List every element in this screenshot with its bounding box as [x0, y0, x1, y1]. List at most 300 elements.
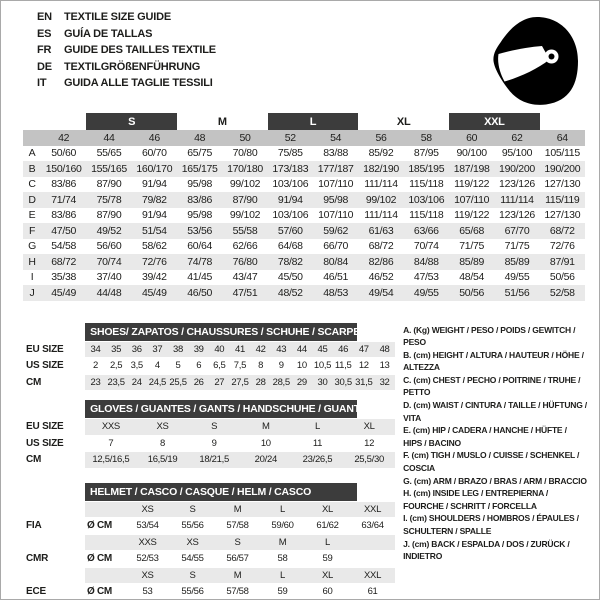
spacer-cell	[85, 567, 125, 584]
measurement-cell: 67/70	[494, 223, 539, 239]
size-number: 46	[132, 130, 177, 146]
measurement-cell: 103/106	[404, 192, 449, 208]
value-cell: 30	[312, 374, 333, 391]
row-label: US SIZE	[23, 358, 85, 375]
measurement-cell: 91/94	[141, 209, 167, 222]
value-cell: 46	[333, 341, 354, 358]
standard-label: CMR	[23, 551, 85, 568]
measurement-cell: 87/95	[413, 147, 439, 160]
legend-item: G. (cm) ARM / BRAZO / BRAS / ARM / BRACCIO	[403, 475, 587, 486]
value-cell: 38	[168, 341, 189, 358]
measurement-legend	[403, 323, 587, 563]
value-cell: 59/60	[260, 518, 305, 535]
value-cell: 35	[106, 341, 127, 358]
measurement-row	[23, 254, 585, 270]
spacer-cell	[540, 113, 585, 130]
measurement-row	[23, 223, 585, 239]
value-cell: 44	[292, 341, 313, 358]
value-cell: 23,5	[106, 374, 127, 391]
measurement-cell: 85/89	[494, 254, 539, 270]
measurement-cell: 68/72	[368, 240, 394, 253]
legend-item: J. (cm) BACK / ESPALDA / DOS / ZURÜCK / INDIETRO	[403, 538, 570, 562]
shoes-table	[23, 323, 395, 392]
measurement-cell: 70/74	[413, 240, 439, 253]
value-cell: 56/57	[215, 551, 260, 568]
spacer-cell	[23, 323, 85, 342]
size-group-label: XXL	[449, 113, 540, 130]
measurement-cell: 83/86	[51, 209, 77, 222]
measurement-cell: 74/78	[177, 254, 222, 270]
value-cell: 57/58	[215, 518, 260, 535]
textile-size-table	[23, 113, 585, 301]
value-cell: 12	[343, 435, 395, 452]
value-cell: L	[292, 419, 344, 436]
value-cell: XS	[137, 419, 189, 436]
language-title: TEXTILE SIZE GUIDE	[64, 11, 172, 23]
measurement-cell: 46/50	[177, 285, 222, 301]
value-cell: 61	[350, 584, 395, 601]
measurement-cell: 51/56	[494, 285, 539, 301]
value-cell: 6	[188, 358, 209, 375]
value-cell: XXS	[85, 419, 137, 436]
value-cell: 18/21,5	[188, 452, 240, 469]
measurement-cell: 39/42	[141, 271, 167, 284]
measurement-cell: 61/63	[358, 223, 403, 239]
size-number: 58	[404, 130, 449, 146]
measurement-cell: 99/102	[229, 209, 261, 222]
measurement-cell: 48/52	[268, 285, 313, 301]
measurement-cell: 115/119	[540, 192, 585, 208]
measurement-cell: 60/70	[141, 147, 167, 160]
measurement-cell: 60/64	[187, 240, 213, 253]
measurement-cell: 115/118	[409, 209, 444, 222]
value-cell: 7,5	[230, 358, 251, 375]
value-cell: 43	[271, 341, 292, 358]
measurement-cell: 82/86	[358, 254, 403, 270]
value-cell	[350, 551, 395, 568]
table-title-cell	[85, 483, 395, 502]
shoes-row	[23, 341, 395, 358]
size-group-row	[23, 113, 585, 130]
gloves-table	[23, 400, 395, 469]
measurement-cell: 70/74	[86, 254, 131, 270]
measurement-cell: 170/180	[222, 161, 267, 177]
size-number: 54	[313, 130, 358, 146]
measurement-cell: 83/88	[323, 147, 349, 160]
measurement-cell: 107/110	[318, 209, 354, 222]
measurement-cell: 56/60	[96, 240, 122, 253]
value-cell: 13	[374, 358, 395, 375]
row-label: CM	[23, 452, 85, 469]
measurement-cell: 95/100	[501, 147, 533, 160]
measurement-cell: 119/122	[454, 178, 490, 191]
measurement-cell: 85/89	[449, 254, 494, 270]
measurement-cell: 115/118	[409, 178, 444, 191]
shoes-row	[23, 374, 395, 391]
value-cell: 6,5	[209, 358, 230, 375]
table-header-row	[23, 483, 395, 502]
measurement-cell: 71/75	[504, 240, 530, 253]
measurement-cell: 41/45	[187, 271, 213, 284]
row-label: I	[30, 271, 34, 284]
legend-item: H. (cm) INSIDE LEG / ENTREPIERNA / FOURCHE / SCHRITT / FORCELLA	[403, 488, 549, 511]
helmet-size-label: XS	[125, 567, 170, 584]
language-title: GUIDA ALLE TAGLIE TESSILI	[64, 77, 213, 89]
measurement-row	[23, 270, 585, 286]
value-cell: 28,5	[271, 374, 292, 391]
standard-label: FIA	[23, 518, 85, 535]
measurement-row	[23, 146, 585, 162]
helmet-size-label: L	[305, 534, 350, 551]
helmet-value-row	[23, 518, 395, 535]
value-cell: 29	[292, 374, 313, 391]
helmet-size-label: XXS	[125, 534, 170, 551]
value-cell: 32	[374, 374, 395, 391]
gloves-row	[23, 435, 395, 452]
value-cell: 55/56	[170, 518, 215, 535]
table-title-cell	[85, 323, 395, 342]
measurement-cell: 46/52	[368, 271, 394, 284]
measurement-cell: 190/200	[494, 161, 539, 177]
measurement-cell: 57/60	[268, 223, 313, 239]
measurement-cell: 78/82	[268, 254, 313, 270]
measurement-row	[23, 239, 585, 255]
measurement-cell: 91/94	[141, 178, 167, 191]
measurement-cell: 51/54	[132, 223, 177, 239]
measurement-cell: 182/190	[358, 161, 403, 177]
measurement-cell: 83/86	[177, 192, 222, 208]
value-cell: 40	[209, 341, 230, 358]
measurement-cell: 45/50	[277, 271, 303, 284]
unit-label: Ø CM	[85, 584, 125, 601]
measurement-cell: 87/91	[540, 254, 585, 270]
helmet-table	[23, 483, 395, 601]
accessory-tables	[23, 323, 395, 601]
value-cell: 28	[250, 374, 271, 391]
measurement-row	[23, 177, 585, 193]
measurement-cell: 68/72	[540, 223, 585, 239]
measurement-cell: 119/122	[454, 209, 490, 222]
measurement-cell: 187/198	[449, 161, 494, 177]
row-label: A	[28, 147, 36, 160]
helmet-size-label: S	[170, 567, 215, 584]
value-cell: 42	[250, 341, 271, 358]
measurement-cell: 50/56	[449, 285, 494, 301]
measurement-cell: 72/76	[132, 254, 177, 270]
helmet-size-row	[23, 534, 395, 551]
measurement-cell: 155/165	[86, 161, 131, 177]
measurement-cell: 50/60	[51, 147, 77, 160]
gloves-row	[23, 452, 395, 469]
value-cell: 26	[188, 374, 209, 391]
measurement-cell: 87/90	[96, 209, 122, 222]
language-row	[37, 75, 216, 92]
measurement-cell: 63/66	[404, 223, 449, 239]
shoes-row	[23, 358, 395, 375]
spacer-cell	[23, 130, 41, 146]
measurement-cell: 65/75	[187, 147, 213, 160]
language-code: FR	[37, 44, 52, 56]
value-cell: 23/26,5	[292, 452, 344, 469]
value-cell: 5	[168, 358, 189, 375]
value-cell: 53	[125, 584, 170, 601]
legend-item: D. (cm) WAIST / CINTURA / TAILLE / HÜFTUNG / VITA	[403, 400, 587, 423]
size-number: 50	[222, 130, 267, 146]
value-cell: 16,5/19	[137, 452, 189, 469]
value-cell: 59	[305, 551, 350, 568]
value-cell: M	[240, 419, 292, 436]
value-cell: 47	[353, 341, 374, 358]
value-cell: 31,5	[353, 374, 374, 391]
measurement-cell: 37/40	[96, 271, 122, 284]
spacer-cell	[23, 501, 85, 518]
value-cell: 24,5	[147, 374, 168, 391]
helmet-size-label: L	[260, 501, 305, 518]
measurement-cell: 54/58	[51, 240, 77, 253]
measurement-cell: 84/88	[404, 254, 449, 270]
spacer-cell	[23, 534, 85, 551]
value-cell: 11,5	[333, 358, 354, 375]
language-row	[37, 26, 216, 43]
legend-item: F. (cm) TIGH / MUSLO / CUISSE / SCHENKEL / COSCIA	[403, 450, 580, 474]
measurement-cell: 45/49	[132, 285, 177, 301]
language-code: ES	[37, 27, 52, 40]
helmet-size-label: S	[170, 501, 215, 518]
language-code: EN	[37, 11, 52, 23]
measurement-cell: 160/170	[132, 161, 177, 177]
language-title: GUIDE DES TAILLES TEXTILE	[64, 44, 216, 56]
measurement-cell: 190/200	[540, 161, 585, 177]
value-cell: 3,5	[126, 358, 147, 375]
spacer-cell	[23, 567, 85, 584]
value-cell: S	[188, 419, 240, 436]
value-cell: 39	[188, 341, 209, 358]
measurement-cell: 95/98	[313, 192, 358, 208]
measurement-cell: 72/76	[549, 240, 575, 253]
measurement-cell: 123/126	[499, 209, 535, 222]
value-cell: 52/53	[125, 551, 170, 568]
helmet-size-label	[350, 534, 395, 551]
value-cell: 30,5	[333, 374, 354, 391]
measurement-cell: 99/102	[358, 192, 403, 208]
unit-label: Ø CM	[85, 518, 125, 535]
measurement-cell: 185/195	[404, 161, 449, 177]
table-header-row	[23, 323, 395, 342]
measurement-cell: 95/98	[187, 178, 213, 191]
measurement-cell: 79/82	[132, 192, 177, 208]
value-cell: 10	[240, 435, 292, 452]
language-title: TEXTILGRÖßENFÜHRUNG	[64, 60, 201, 73]
helmet-size-label: M	[215, 501, 260, 518]
row-label: G	[28, 240, 36, 253]
measurement-cell: 150/160	[41, 161, 86, 177]
measurement-cell: 75/85	[277, 147, 303, 160]
value-cell: 45	[312, 341, 333, 358]
measurement-row	[23, 285, 585, 301]
helmet-size-label: S	[215, 534, 260, 551]
row-label: H	[23, 254, 41, 270]
measurement-cell: 111/114	[494, 192, 539, 208]
helmet-size-label: XXL	[350, 501, 395, 518]
value-cell: 8	[137, 435, 189, 452]
value-cell: 54/55	[170, 551, 215, 568]
value-cell: 23	[85, 374, 106, 391]
value-cell: 48	[374, 341, 395, 358]
size-number: 60	[449, 130, 494, 146]
size-group-label: M	[217, 115, 227, 128]
measurement-cell: 64/68	[277, 240, 303, 253]
spacer-cell	[85, 501, 125, 518]
measurement-cell: 177/187	[313, 161, 358, 177]
value-cell: 10	[292, 358, 313, 375]
spacer-cell	[85, 534, 125, 551]
measurement-cell: 165/175	[177, 161, 222, 177]
value-cell: 41	[230, 341, 251, 358]
measurement-cell: 49/54	[358, 285, 403, 301]
value-cell: 8	[250, 358, 271, 375]
helmet-title: HELMET / CASCO / CASQUE / HELM / CASCO	[85, 483, 357, 501]
measurement-cell: 123/126	[499, 178, 535, 191]
value-cell: 60	[305, 584, 350, 601]
row-label: C	[28, 178, 36, 191]
measurement-cell: 35/38	[51, 271, 77, 284]
row-label: F	[23, 223, 41, 239]
language-code: DE	[37, 60, 52, 73]
helmet-value-row	[23, 551, 395, 568]
measurement-cell: 99/102	[229, 178, 261, 191]
measurement-cell: 43/47	[232, 271, 258, 284]
value-cell: XL	[343, 419, 395, 436]
value-cell: 20/24	[240, 452, 292, 469]
row-label: EU SIZE	[23, 341, 85, 358]
legend-item: C. (cm) CHEST / PECHO / POITRINE / TRUHE / PETTO	[403, 374, 581, 398]
table-title-cell	[85, 400, 395, 419]
row-label: D	[23, 192, 41, 208]
value-cell: 25,5/30	[343, 452, 395, 469]
legend-item: E. (cm) HIP / CADERA / HANCHE / HÜFTE / HIPS / BACINO	[403, 425, 567, 448]
measurement-cell: 45/49	[41, 285, 86, 301]
measurement-cell: 47/51	[222, 285, 267, 301]
size-number: 48	[177, 130, 222, 146]
measurement-cell: 53/56	[177, 223, 222, 239]
measurement-cell: 58/62	[141, 240, 167, 253]
measurement-cell: 47/53	[413, 271, 439, 284]
value-cell: 57/58	[215, 584, 260, 601]
measurement-cell: 49/55	[504, 271, 530, 284]
gloves-row	[23, 419, 395, 436]
measurement-cell: 55/65	[96, 147, 122, 160]
helmet-size-row	[23, 567, 395, 584]
size-number: 52	[268, 130, 313, 146]
measurement-row	[23, 208, 585, 224]
helmet-value-row	[23, 584, 395, 601]
language-title: GUÍA DE TALLAS	[64, 27, 153, 40]
measurement-cell: 47/50	[41, 223, 86, 239]
value-cell: 34	[85, 341, 106, 358]
helmet-size-label: XL	[305, 567, 350, 584]
measurement-cell: 68/72	[41, 254, 86, 270]
measurement-cell: 65/68	[449, 223, 494, 239]
measurement-row	[23, 192, 585, 208]
value-cell: 59	[260, 584, 305, 601]
measurement-cell: 49/55	[404, 285, 449, 301]
value-cell: 4	[147, 358, 168, 375]
measurement-cell: 103/106	[272, 178, 309, 191]
measurement-cell: 87/90	[222, 192, 267, 208]
helmet-size-label: XL	[305, 501, 350, 518]
bottom-section	[1, 323, 599, 601]
measurement-cell: 83/86	[51, 178, 77, 191]
value-cell: 55/56	[170, 584, 215, 601]
measurement-cell: 70/80	[232, 147, 258, 160]
measurement-cell: 76/80	[222, 254, 267, 270]
spacer-cell	[23, 113, 86, 130]
measurement-cell: 85/92	[368, 147, 394, 160]
measurement-cell: 75/78	[86, 192, 131, 208]
legend-item: I. (cm) SHOULDERS / HOMBROS / ÉPAULES / SCHULTERN / SPALLE	[403, 513, 579, 536]
value-cell: 12,5/16,5	[85, 452, 137, 469]
size-group-label: XL	[396, 115, 411, 128]
measurement-cell: 90/100	[456, 147, 487, 160]
size-number: 56	[358, 130, 403, 146]
value-cell: 36	[126, 341, 147, 358]
measurement-cell: 46/51	[323, 271, 349, 284]
measurement-cell: 105/115	[544, 147, 580, 160]
value-cell: 27,5	[230, 374, 251, 391]
value-cell: 10,5	[312, 358, 333, 375]
measurement-cell: 173/183	[268, 161, 313, 177]
helmet-size-label: XXL	[350, 567, 395, 584]
page-header	[1, 1, 599, 113]
value-cell: 12	[353, 358, 374, 375]
measurement-cell: 95/98	[187, 209, 213, 222]
legend-item: B. (cm) HEIGHT / ALTURA / HAUTEUR / HÖHE / ALTEZZA	[403, 349, 584, 373]
spacer-cell	[23, 400, 85, 419]
value-cell: 2	[85, 358, 106, 375]
measurement-cell: 66/70	[323, 240, 349, 253]
value-cell: 7	[85, 435, 137, 452]
size-number: 42	[41, 130, 86, 146]
value-cell: 9	[188, 435, 240, 452]
language-code: IT	[37, 77, 47, 89]
helmet-size-label: M	[260, 534, 305, 551]
helmet-size-label: M	[215, 567, 260, 584]
measurement-cell: 48/54	[459, 271, 485, 284]
measurement-cell: 44/48	[86, 285, 131, 301]
value-cell: 9	[271, 358, 292, 375]
measurement-cell: 107/110	[449, 192, 494, 208]
legend-item: A. (Kg) WEIGHT / PESO / POIDS / GEWITCH / PESO	[403, 324, 576, 348]
measurement-cell: 48/53	[313, 285, 358, 301]
measurement-cell: 49/52	[86, 223, 131, 239]
helmet-icon	[485, 13, 581, 109]
measurement-cell: 111/114	[364, 178, 398, 191]
measurement-cell: 59/62	[313, 223, 358, 239]
measurement-cell: 80/84	[313, 254, 358, 270]
measurement-cell: 107/110	[318, 178, 354, 191]
helmet-size-label: L	[260, 567, 305, 584]
size-group-label: L	[268, 113, 359, 130]
measurement-cell: 91/94	[268, 192, 313, 208]
row-label: J	[23, 285, 41, 301]
language-row	[37, 9, 216, 26]
measurement-cell: 52/58	[540, 285, 585, 301]
language-row	[37, 42, 216, 59]
row-label: US SIZE	[23, 435, 85, 452]
size-number: 64	[540, 130, 585, 146]
language-row	[37, 59, 216, 76]
measurement-cell: 62/66	[232, 240, 258, 253]
